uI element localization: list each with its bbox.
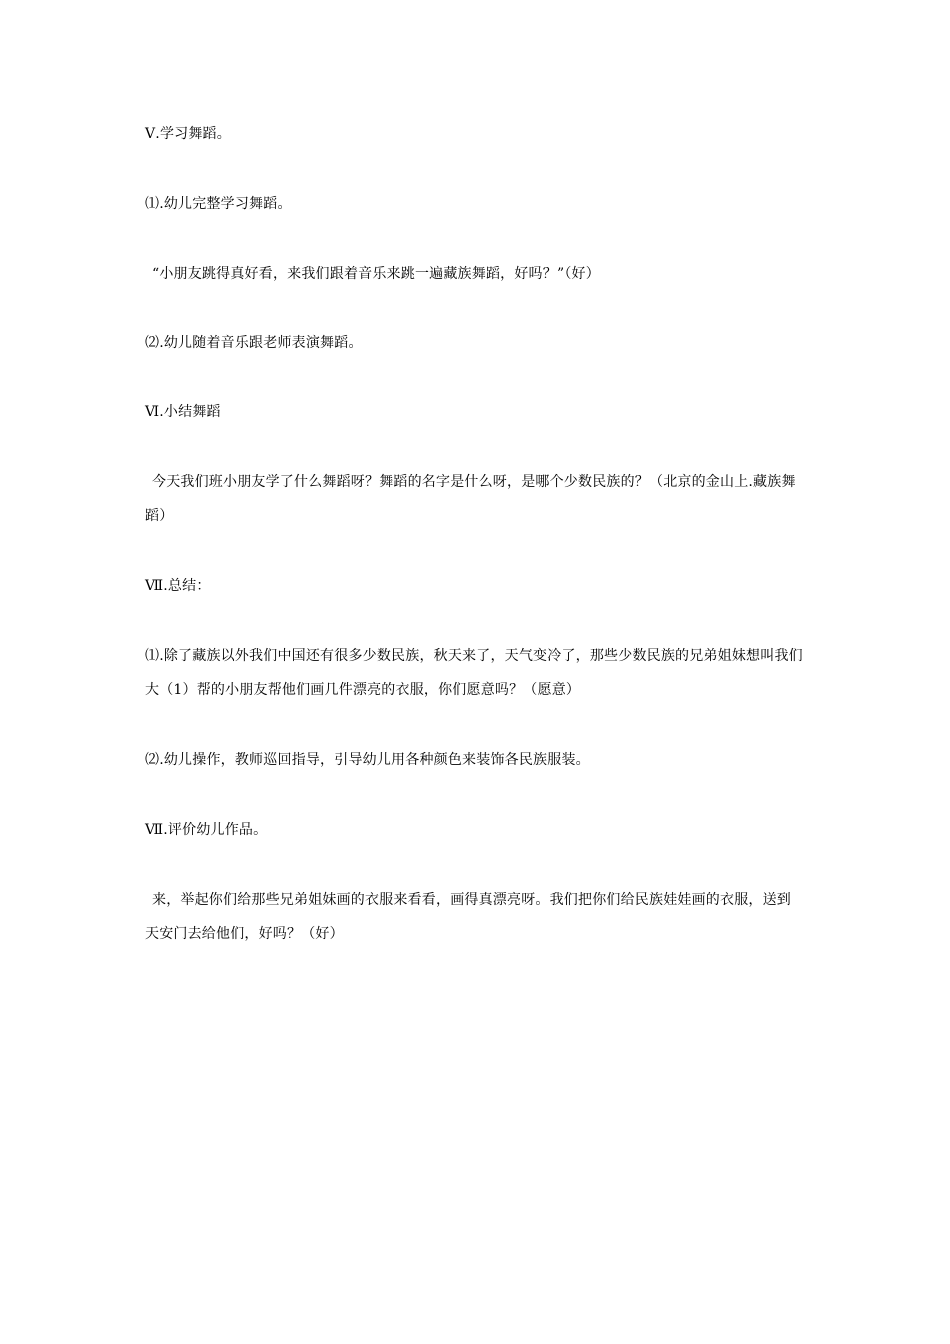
section-8-paragraph-line-1: 来，举起你们给那些兄弟姐妹画的衣服来看看，画得真漂亮呀。我们把你们给民族娃娃画的衣服，送到 [152,892,791,908]
section-6-heading: Ⅵ.小结舞蹈 [145,404,221,420]
section-6-paragraph-line-1: 今天我们班小朋友学了什么舞蹈呀？舞蹈的名字是什么呀，是哪个少数民族的？（北京的金山上.藏族舞 [152,474,796,490]
section-8-heading: Ⅶ.评价幼儿作品。 [145,822,268,838]
section-7-item-1-line-1: ⑴.除了藏族以外我们中国还有很多少数民族，秋天来了，天气变冷了，那些少数民族的兄弟姐妹想叫我们 [145,648,803,664]
section-5-heading: Ⅴ.学习舞蹈。 [145,126,231,142]
section-5-quote: “小朋友跳得真好看，来我们跟着音乐来跳一遍藏族舞蹈，好吗？”（好） [152,266,600,282]
section-5-item-1: ⑴.幼儿完整学习舞蹈。 [145,196,292,212]
section-5-item-2: ⑵.幼儿随着音乐跟老师表演舞蹈。 [145,335,363,351]
section-7-heading: Ⅶ.总结： [145,578,211,594]
section-8-paragraph-line-2: 天安门去给他们，好吗？（好） [145,926,344,942]
section-7-item-2: ⑵.幼儿操作，教师巡回指导，引导幼儿用各种颜色来装饰各民族服装。 [145,752,590,768]
section-6-paragraph-line-2: 蹈） [145,508,174,524]
section-7-item-1-line-2: 大（1）帮的小朋友帮他们画几件漂亮的衣服，你们愿意吗？（愿意） [145,682,581,698]
